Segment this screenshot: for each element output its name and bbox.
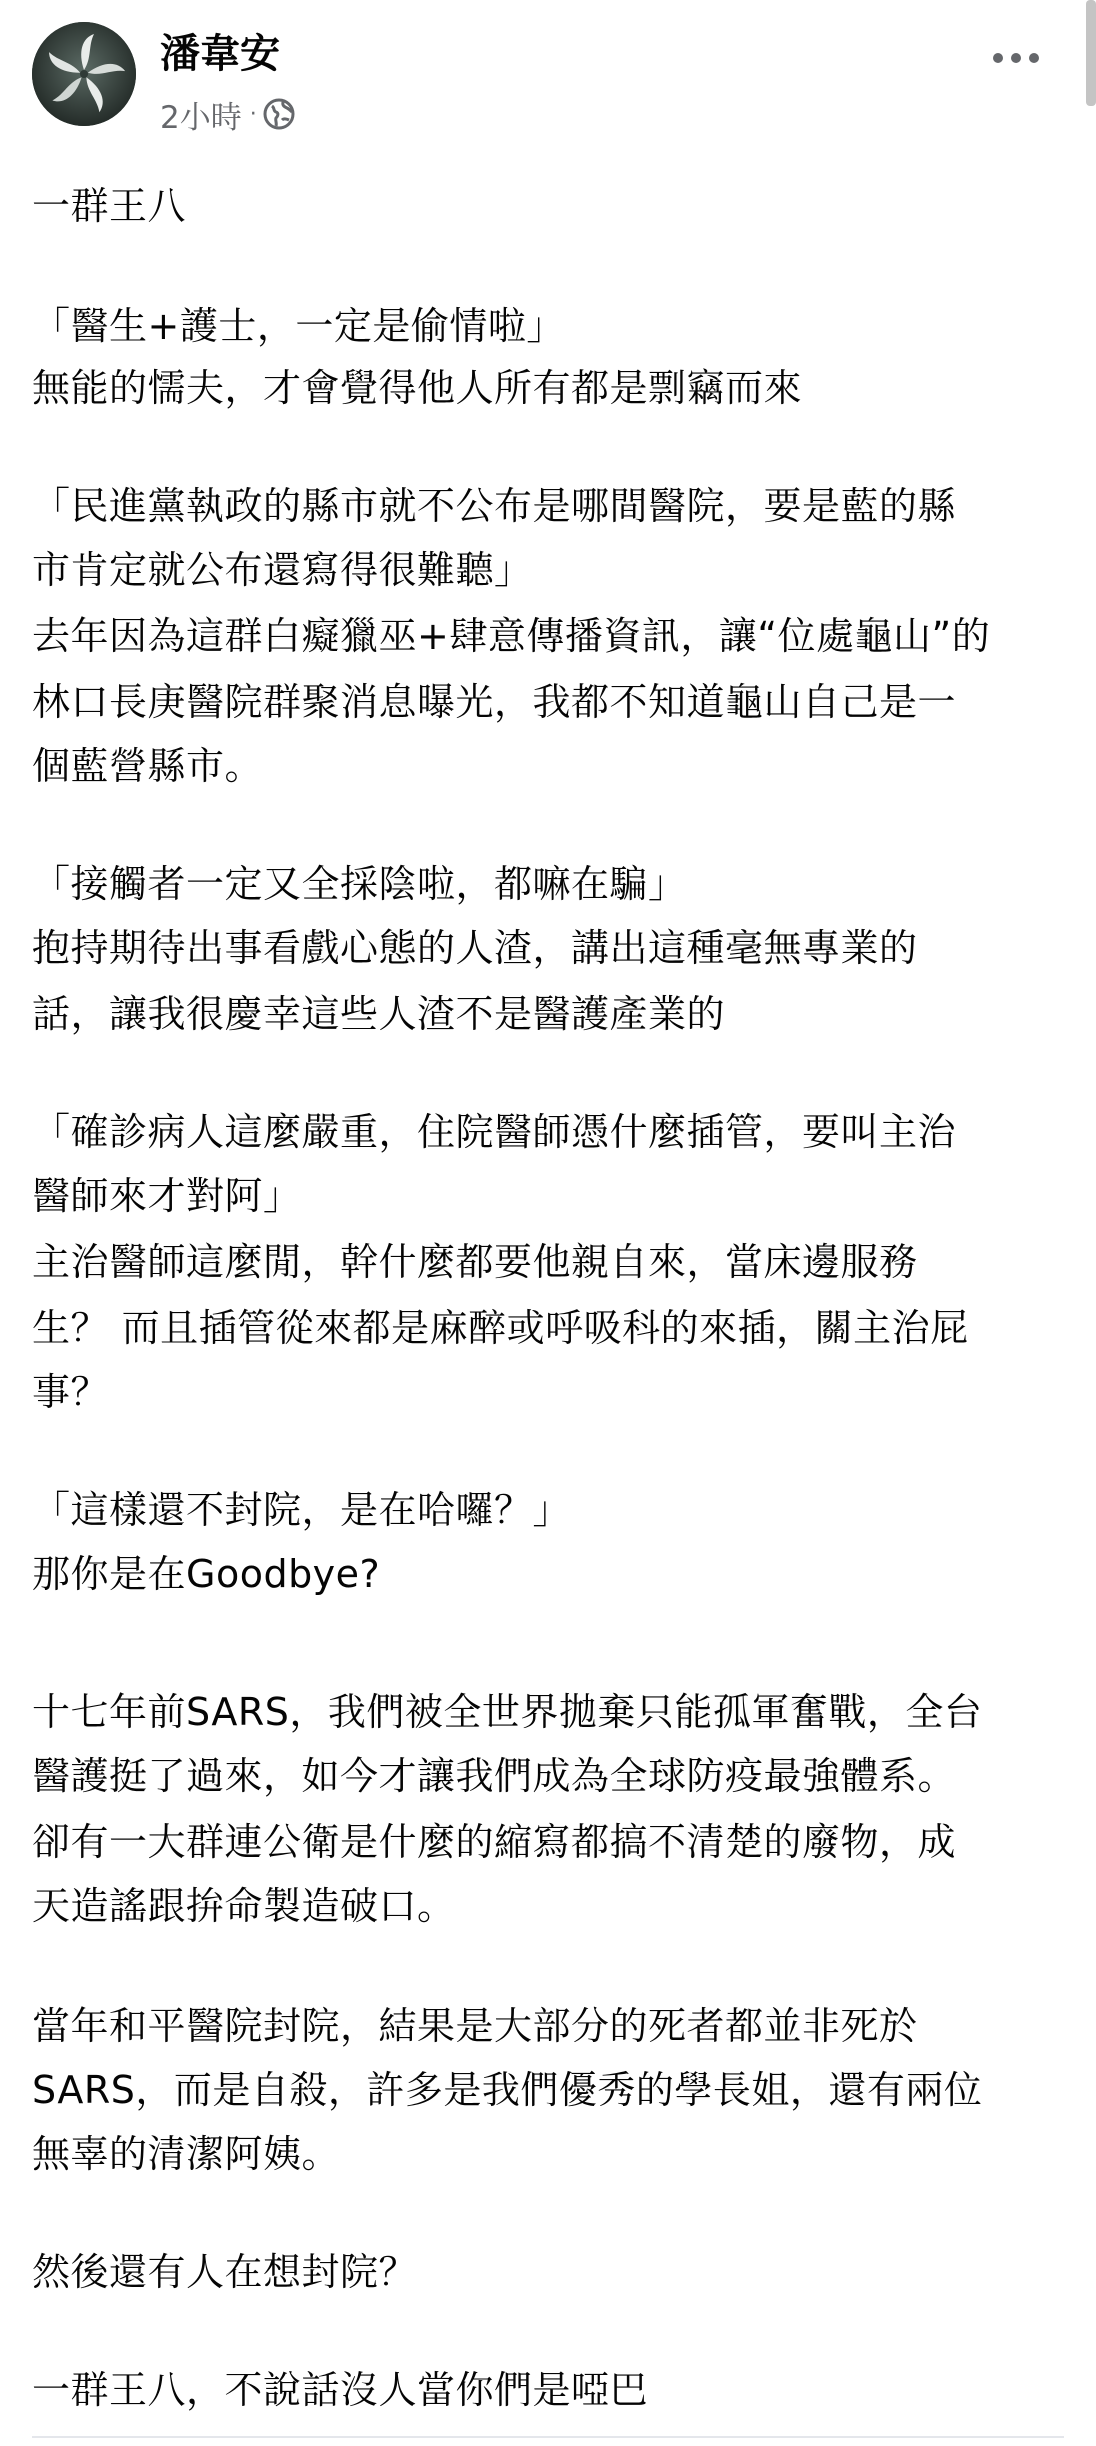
post-line: 林口長庚醫院群聚消息曝光，我都不知道龜山自己是一 bbox=[32, 680, 957, 724]
post-line: 主治醫師這麼閒，幹什麼都要他親自來，當床邊服務 bbox=[32, 1240, 918, 1284]
more-dots-icon bbox=[992, 52, 1040, 64]
post-line: 「這樣還不封院，是在哈囉？」 bbox=[32, 1488, 572, 1532]
avatar[interactable] bbox=[32, 22, 136, 126]
post-line: 「接觸者一定又全採陰啦，都嘛在騙」 bbox=[32, 862, 687, 906]
post-line: 然後還有人在想封院？ bbox=[32, 2250, 418, 2294]
scrollbar-thumb[interactable] bbox=[1086, 0, 1096, 106]
more-options-button[interactable] bbox=[986, 38, 1046, 78]
post-line: 當年和平醫院封院，結果是大部分的死者都並非死於 bbox=[32, 2004, 918, 2048]
post-time[interactable]: 2小時 bbox=[160, 99, 242, 136]
post-line: 生？ 而且插管從來都是麻醉或呼吸科的來插，關主治屁 bbox=[32, 1306, 969, 1350]
post-line: 話，讓我很慶幸這些人渣不是醫護產業的 bbox=[32, 992, 726, 1036]
post-line: 個藍營縣市。 bbox=[32, 744, 264, 788]
author-name[interactable]: 潘韋安 bbox=[160, 31, 280, 77]
post-line: 十七年前SARS，我們被全世界拋棄只能孤軍奮戰，全台 bbox=[32, 1690, 983, 1734]
post-line: 卻有一大群連公衛是什麼的縮寫都搞不清楚的廢物，成 bbox=[32, 1820, 957, 1864]
post-line: 那你是在Goodbye? bbox=[32, 1552, 381, 1596]
post-line: 天造謠跟拚命製造破口。 bbox=[32, 1884, 456, 1928]
post-line: 醫護挺了過來，如今才讓我們成為全球防疫最強體系。 bbox=[32, 1754, 957, 1798]
post-line: 無能的懦夫，才會覺得他人所有都是剽竊而來 bbox=[32, 366, 803, 410]
post-line: 去年因為這群白癡獵巫+肆意傳播資訊，讓“位處龜山”的 bbox=[32, 614, 991, 658]
post-meta bbox=[160, 94, 295, 134]
post-line: 「醫生+護士，一定是偷情啦」 bbox=[32, 304, 565, 348]
post-header bbox=[32, 22, 1064, 136]
post-line: 醫師來才對阿」 bbox=[32, 1174, 302, 1218]
post-line: 「確診病人這麼嚴重，住院醫師憑什麼插管，要叫主治 bbox=[32, 1110, 957, 1154]
post-line: 無辜的清潔阿姨。 bbox=[32, 2132, 341, 2176]
divider bbox=[32, 2436, 1064, 2438]
post-line: 事？ bbox=[32, 1370, 110, 1414]
post-line: 「民進黨執政的縣市就不公布是哪間醫院，要是藍的縣 bbox=[32, 484, 957, 528]
globe-icon bbox=[263, 98, 295, 130]
post-line: 抱持期待出事看戲心態的人渣，講出這種毫無專業的 bbox=[32, 926, 918, 970]
post-line: 市肯定就公布還寫得很難聽」 bbox=[32, 548, 533, 592]
post-line: 一群王八 bbox=[32, 184, 187, 228]
post-line: 一群王八，不說話沒人當你們是啞巴 bbox=[32, 2368, 649, 2412]
post-line: SARS，而是自殺，許多是我們優秀的學長姐，還有兩位 bbox=[32, 2068, 983, 2112]
meta-separator: · bbox=[249, 101, 257, 127]
